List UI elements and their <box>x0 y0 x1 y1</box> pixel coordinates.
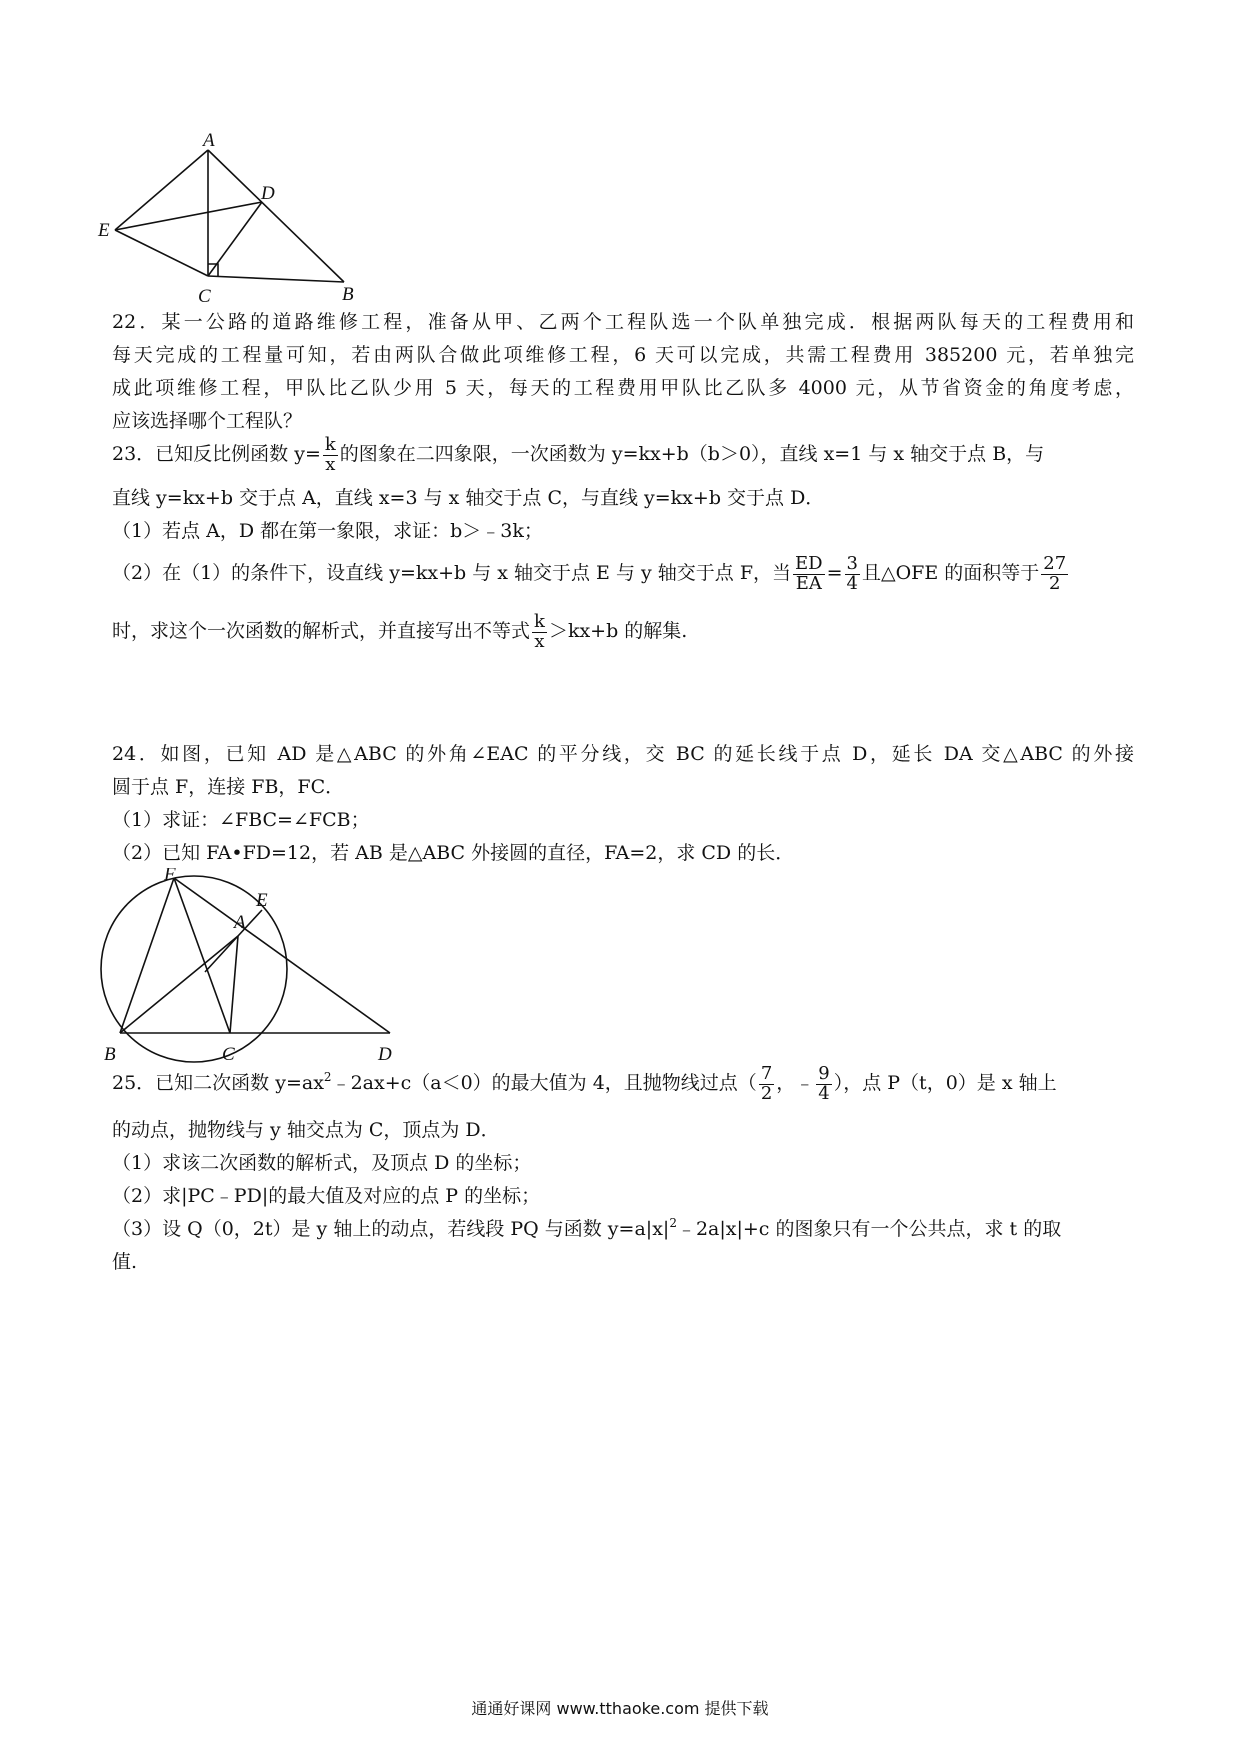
numerator: k <box>534 610 545 632</box>
label-e: E <box>256 890 268 911</box>
fraction-3-over-4 <box>845 552 860 594</box>
fraction-k-over-x <box>532 610 547 652</box>
segment-fc <box>174 878 230 1033</box>
numerator: 9 <box>818 1062 830 1084</box>
numerator: 27 <box>1043 552 1067 574</box>
denominator: 2 <box>760 1082 773 1104</box>
denominator: x <box>534 630 545 652</box>
numerator: 3 <box>846 552 858 574</box>
q23-line-5 <box>112 606 1134 656</box>
fraction-7-over-2 <box>759 1062 774 1104</box>
q23-text: 且△OFE 的面积等于 <box>861 562 1040 584</box>
q25-line-1 <box>112 1058 1134 1108</box>
q24-line-4: （2）已知 FA•FD=12，若 AB 是△ABC 外接圆的直径，FA=2，求 CD 的长． <box>112 842 795 864</box>
footer-credit: 通通好课网 www.tthaoke.com 提供下载 <box>471 1699 769 1718</box>
question-24 <box>112 738 1134 870</box>
question-22 <box>112 306 1134 438</box>
fraction-27-over-2 <box>1041 552 1068 594</box>
q23-text: （2）在（1）的条件下，设直线 y=kx+b 与 x 轴交于点 E 与 y 轴交于点 F，当 <box>112 562 792 584</box>
fraction-ed-over-ea <box>793 552 825 594</box>
q22-line-2: 每天完成的工程量可知，若由两队合做此项维修工程，6 天可以完成，共需工程费用 385200 元，若单独完 <box>112 344 1134 366</box>
q25-text: ﹣2ax+c（a＜0）的最大值为 4，且抛物线过点（ <box>331 1072 757 1094</box>
q25-line-3: （1）求该二次函数的解析式，及顶点 D 的坐标； <box>112 1152 532 1174</box>
label-e: E <box>98 220 110 241</box>
segment-ed <box>115 202 262 230</box>
equals-sign: = <box>826 562 843 584</box>
label-d: D <box>261 183 275 204</box>
numerator: k <box>324 433 336 455</box>
segment-ea <box>115 150 208 230</box>
q25-line-5 <box>112 1213 1134 1246</box>
q25-line-4: （2）求|PC﹣PD|的最大值及对应的点 P 的坐标； <box>112 1185 541 1207</box>
label-d: D <box>378 1044 392 1065</box>
q22-line-1: 22．某一公路的道路维修工程，准备从甲、乙两个工程队选一个队单独完成．根据两队每天的工程费用和 <box>112 311 1134 333</box>
question-23 <box>112 432 1134 656</box>
label-a: A <box>203 130 215 151</box>
q23-line-3: （1）若点 A，D 都在第一象限，求证：b＞﹣3k； <box>112 520 543 542</box>
segment-fb <box>120 878 174 1033</box>
figure-circle-abcdf <box>100 868 460 1068</box>
q25-text: ﹣2a|x|+c 的图象只有一个公共点，求 t 的取 <box>676 1218 1062 1240</box>
q24-line-2: 圆于点 F，连接 FB，FC． <box>112 776 345 798</box>
denominator: x <box>325 453 336 475</box>
q23-line-4 <box>112 548 1134 598</box>
q23-line-1 <box>112 432 1134 476</box>
q24-line-1: 24．如图，已知 AD 是△ABC 的外角∠EAC 的平分线，交 BC 的延长线于点 D，延长 DA 交△ABC 的外接 <box>112 743 1134 765</box>
q23-text: ＞kx+b 的解集. <box>548 620 688 642</box>
segment-dc <box>208 202 262 276</box>
denominator: 4 <box>818 1082 830 1104</box>
segment-ac <box>230 936 238 1033</box>
label-b: B <box>104 1044 116 1065</box>
q25-text: ），点 P（t，0）是 x 轴上 <box>833 1072 1057 1094</box>
exponent: 2 <box>669 1216 677 1230</box>
fraction-9-over-4 <box>816 1062 831 1104</box>
q24-line-3: （1）求证：∠FBC=∠FCB； <box>112 809 370 831</box>
numerator: ED <box>795 552 823 574</box>
q23-text: 23．已知反比例函数 y= <box>112 443 321 465</box>
label-c: C <box>198 286 211 307</box>
segment-ec <box>115 230 208 276</box>
exponent: 2 <box>323 1070 332 1084</box>
q23-line-2: 直线 y=kx+b 交于点 A，直线 x=3 与 x 轴交于点 C，与直线 y=kx+b 交于点 D． <box>112 487 825 509</box>
q25-text: （3）设 Q（0，2t）是 y 轴上的动点，若线段 PQ 与函数 y=a|x| <box>112 1218 670 1240</box>
segment-ea-ext <box>205 936 238 972</box>
q25-line-6: 值. <box>112 1251 138 1273</box>
q22-line-3: 成此项维修工程，甲队比乙队少用 5 天，每天的工程费用甲队比乙队多 4000 元，从节省资金的角度考虑， <box>112 377 1134 399</box>
fraction-k-over-x <box>323 433 338 475</box>
denominator: 4 <box>846 572 858 594</box>
segment-ab <box>208 150 344 282</box>
figure-triangle-aedcb <box>90 130 370 310</box>
label-a: A <box>234 912 246 933</box>
label-b: B <box>342 284 354 305</box>
q23-text: 时，求这个一次函数的解析式，并直接写出不等式 <box>112 620 531 642</box>
denominator: 2 <box>1048 572 1061 594</box>
segment-cb <box>208 276 344 282</box>
q25-text: 25．已知二次函数 y=ax <box>112 1072 324 1094</box>
question-25 <box>112 1058 1134 1279</box>
q25-line-2: 的动点，抛物线与 y 轴交点为 C，顶点为 D． <box>112 1119 500 1141</box>
denominator: EA <box>795 572 822 594</box>
q23-text: 的图象在二四象限，一次函数为 y=kx+b（b＞0），直线 x=1 与 x 轴交于点 B，与 <box>339 443 1045 465</box>
label-c: C <box>222 1044 235 1065</box>
q22-line-4: 应该选择哪个工程队？ <box>112 410 303 432</box>
q25-text: ，﹣ <box>776 1072 815 1094</box>
numerator: 7 <box>760 1062 773 1084</box>
label-f: F <box>164 868 176 885</box>
segment-fd <box>174 878 390 1033</box>
